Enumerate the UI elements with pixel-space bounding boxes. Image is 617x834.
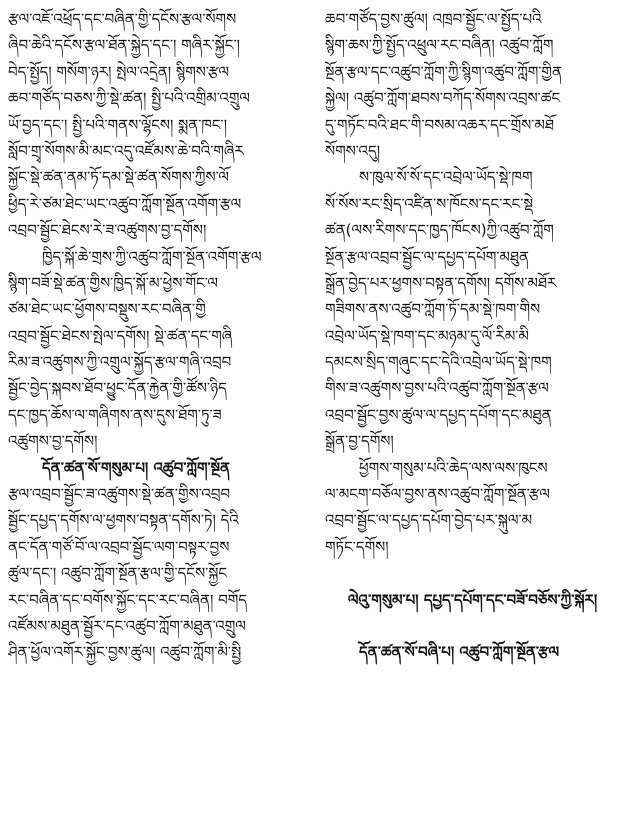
text-line: ཚན(ལས་རིགས་དང་ཁྱད་ཁོངས)ཀྱི་འཚུབ་ཀློག (325, 221, 554, 240)
text-line: གཟིགས་ནས་འཚུབ་ཀློག་ཏོ་དམ་སྡེ་ཁག་གིས (325, 300, 541, 319)
text-line: ཞིབ་ཆེའི་དངོས་རྩལ་ཐོན་སྐྱེད་དང་། གཞིར་སྐྱོང་། (8, 36, 240, 55)
text-line: རྩལ་འབྲབ་སྦྱོང་ཟ་འཚུགས་སྡེ་ཚན་གྱིས་འབྲབ (8, 485, 231, 504)
text-line: ནང་དོན་གཙོ་བོ་ལ་འབྲབ་སྦྱོང་ལག་བསྟར་བྱས (8, 537, 230, 556)
text-line: སྙིག་ཆས་ཀྱི་སྤྱོད་འཕྲུལ་རང་བཞིན། འཚུབ་ཀློག (325, 36, 554, 55)
text-line: ཤིན་ཕྱོལ་འགོར་སྐྱོང་བྱས་ཚུལ། འཚུབ་ཀློག་མི་སྤྱི (8, 643, 242, 662)
text-line: རང་བཞིན་དང་བགོས་སྐྱོང་དང་རང་བཞིན། བགོད (8, 590, 248, 609)
text-line: ཆབ་གཙོད་བྱས་ཚུལ། འཁྲབ་སྦྱོང་ལ་སྤྱོད་པའི (325, 10, 542, 28)
text-line: ཡོ་བྱད་དང་། སྤྱི་པའི་གནས་ལྷོངས། སྨན་ཁང་། (8, 115, 228, 134)
blank-line (325, 560, 610, 586)
text-line: འབྲབ་སྦྱོང་ཐེངས་སྤེལ་དགོས། སྡེ་ཚན་དང་གཞི (8, 326, 233, 345)
text-line: སློབ་གྲྭ་སོགས་མི་མང་འདུ་འཛོམས་ཆེ་བའི་གཞིར (8, 141, 244, 160)
text-line: ཕྱིད་རེ་ཙམ་ཐེང་ཡང་འཚུབ་ཀློག་སྔོན་འགོག་རྩལ (8, 194, 242, 213)
text-line: དམངས་སྲིད་གཞུང་དང་དེའི་འབྲེལ་ཡོད་སྡེ་ཁག (325, 353, 552, 372)
text-line: སྒྲོན་བྱ་དགོས། (325, 432, 394, 451)
text-line: སྦྱོང་བྱེད་སྐབས་ཐོབ་ཕྱུང་དོན་རྐྱེན་གྱི་ཚོས་ཉིད (8, 379, 227, 398)
text-line: སྔོན་རྩལ་དང་འཚུབ་ཀློག་ཀྱི་སྙིག་འཚུབ་ཀློག་གྱིན (325, 62, 563, 81)
text-line: སྙིག་བཟོ་སྡེ་ཚན་གྱིས་ཁྱིད་སྐོ་མ་ཕྱེས་གོང་ལ (8, 273, 219, 292)
text-line: འབྲེལ་ཡོད་སྡེ་ཁག་དང་མཉམ་དུ་ལོ་རིམ་མི (325, 326, 529, 345)
text-line: སྐྱེལ། འཚུབ་ཀློག་ཐབས་བཀོད་སོགས་འབྲས་ཚང (325, 89, 561, 108)
text-line: གིས་ཟ་འཚུགས་བྱས་པའི་འཚུབ་ཀློག་སྔོན་རྩལ (325, 379, 549, 398)
article-heading-line: དོན་ཚན་སོ་གསུམ་པ། འཚུབ་ཀློག་སྔོན (42, 458, 231, 477)
paragraph-start-line: ས་ཁུལ་སོ་སོ་དང་འབྲེལ་ཡོད་སྡེ་ཁག (359, 168, 533, 187)
text-line: སོ་སོས་རང་སྲིད་འཛིན་ས་ཁོངས་དང་རང་སྡེ (325, 194, 534, 213)
text-line: རིམ་ཟ་འཚུགས་ཀྱི་འགྲུལ་སྐྱོད་རྩལ་གཞི་འབྲབ (8, 353, 232, 372)
text-line: འབྲབ་སྦྱོང་ལ་དཔྱད་དཔོག་བྱེད་པར་སྐུལ་མ (325, 511, 533, 530)
text-line: འཚུགས་བྱ་དགོས། (8, 432, 98, 451)
text-line: བེད་སྤྱོད། གསོག་ཉར། སྤེལ་འདྲེན། སྙིགས་རྩལ (8, 62, 230, 81)
text-line: སྐྱོང་སྡེ་ཚན་ནམ་ཏོ་དམ་སྡེ་ཚན་སོགས་ཀྱིས་ལོ (8, 168, 229, 187)
text-line: ཙམ་ཐེང་ཡང་ཕྱོགས་བསྡུས་རང་བཞིན་གྱི (8, 300, 206, 319)
text-line: འབྲབ་སྦྱོང་ཐེངས་རེ་ཟ་འཚུགས་བྱ་དགོས། (8, 221, 207, 240)
right-column (325, 6, 610, 666)
text-line: ཚུལ་དང་། འཚུབ་ཀློག་སྔོན་རྩལ་གྱི་དངོས་སྐྱོང (8, 564, 227, 583)
left-column (8, 6, 293, 666)
text-line: སྔོན་རྩལ་འབྲབ་སྦྱོང་ལ་དཔྱད་དཔོག་མཐུན (325, 247, 530, 266)
paragraph-start-line: ཕྱོགས་གསུམ་པའི་ཆེད་ལས་ལས་ཁུངས (359, 458, 548, 477)
text-line: སོགས་འདུ། (325, 141, 381, 160)
text-line: དུ་གཏོང་བའི་ཐང་གི་བསམ་འཆར་དང་གྲོས་མཐོ (325, 115, 555, 134)
chapter-heading: ལེའུ་གསུམ་པ། དཔྱད་དཔོག་དང་བཟོ་བཅོས་ཀྱི་སྐོར། (347, 590, 598, 609)
paragraph-start-line: ཁྱིད་སྐོ་ཆེ་གྲས་ཀྱི་འཚུབ་ཀློག་སྔོན་འགོག་རྩལ (42, 247, 262, 266)
text-line: སྦྱོང་དཔྱད་དགོས་ལ་ཕྱགས་བསྟན་དགོས་ཏེ། དེའི (8, 511, 239, 530)
text-line: སྒྲོན་བྱེད་པར་ཕྱགས་བསྟན་དགོས། དགོས་མཐོར (325, 273, 557, 292)
blank-line (325, 613, 610, 639)
text-line: འཛོམས་མཐུན་སྦྱོར་དང་འཚུབ་ཀློག་མཐུན་འགྲུལ (8, 616, 246, 635)
text-line: ཆབ་གཙོད་བཅས་ཀྱི་སྡེ་ཚན། སྤྱི་པའི་འགྲིམ་འགྲུལ (8, 89, 251, 108)
article-heading-line: དོན་ཚན་སོ་བཞི་པ། འཚུབ་ཀློག་སྔོན་རྩལ (359, 643, 560, 662)
text-line: རྩལ་འཇོ་འཕྲོད་དང་བཞིན་གྱི་དངོས་རྩལ་སོགས (8, 10, 237, 28)
text-line: དང་ཁྱད་ཆོས་ལ་གཞིགས་ནས་དུས་ཐོག་ཏུ་ཟ (8, 405, 222, 424)
text-line: འབྲབ་སྦྱོང་བྱས་ཚུལ་ལ་དཔྱད་དཔོག་དང་མཐུན (325, 405, 552, 424)
text-line: ལ་མངག་བཅོལ་བྱས་ནས་འཚུབ་ཀློག་སྔོན་རྩལ (325, 485, 550, 504)
text-line: གཏོང་དགོས། (325, 537, 389, 556)
